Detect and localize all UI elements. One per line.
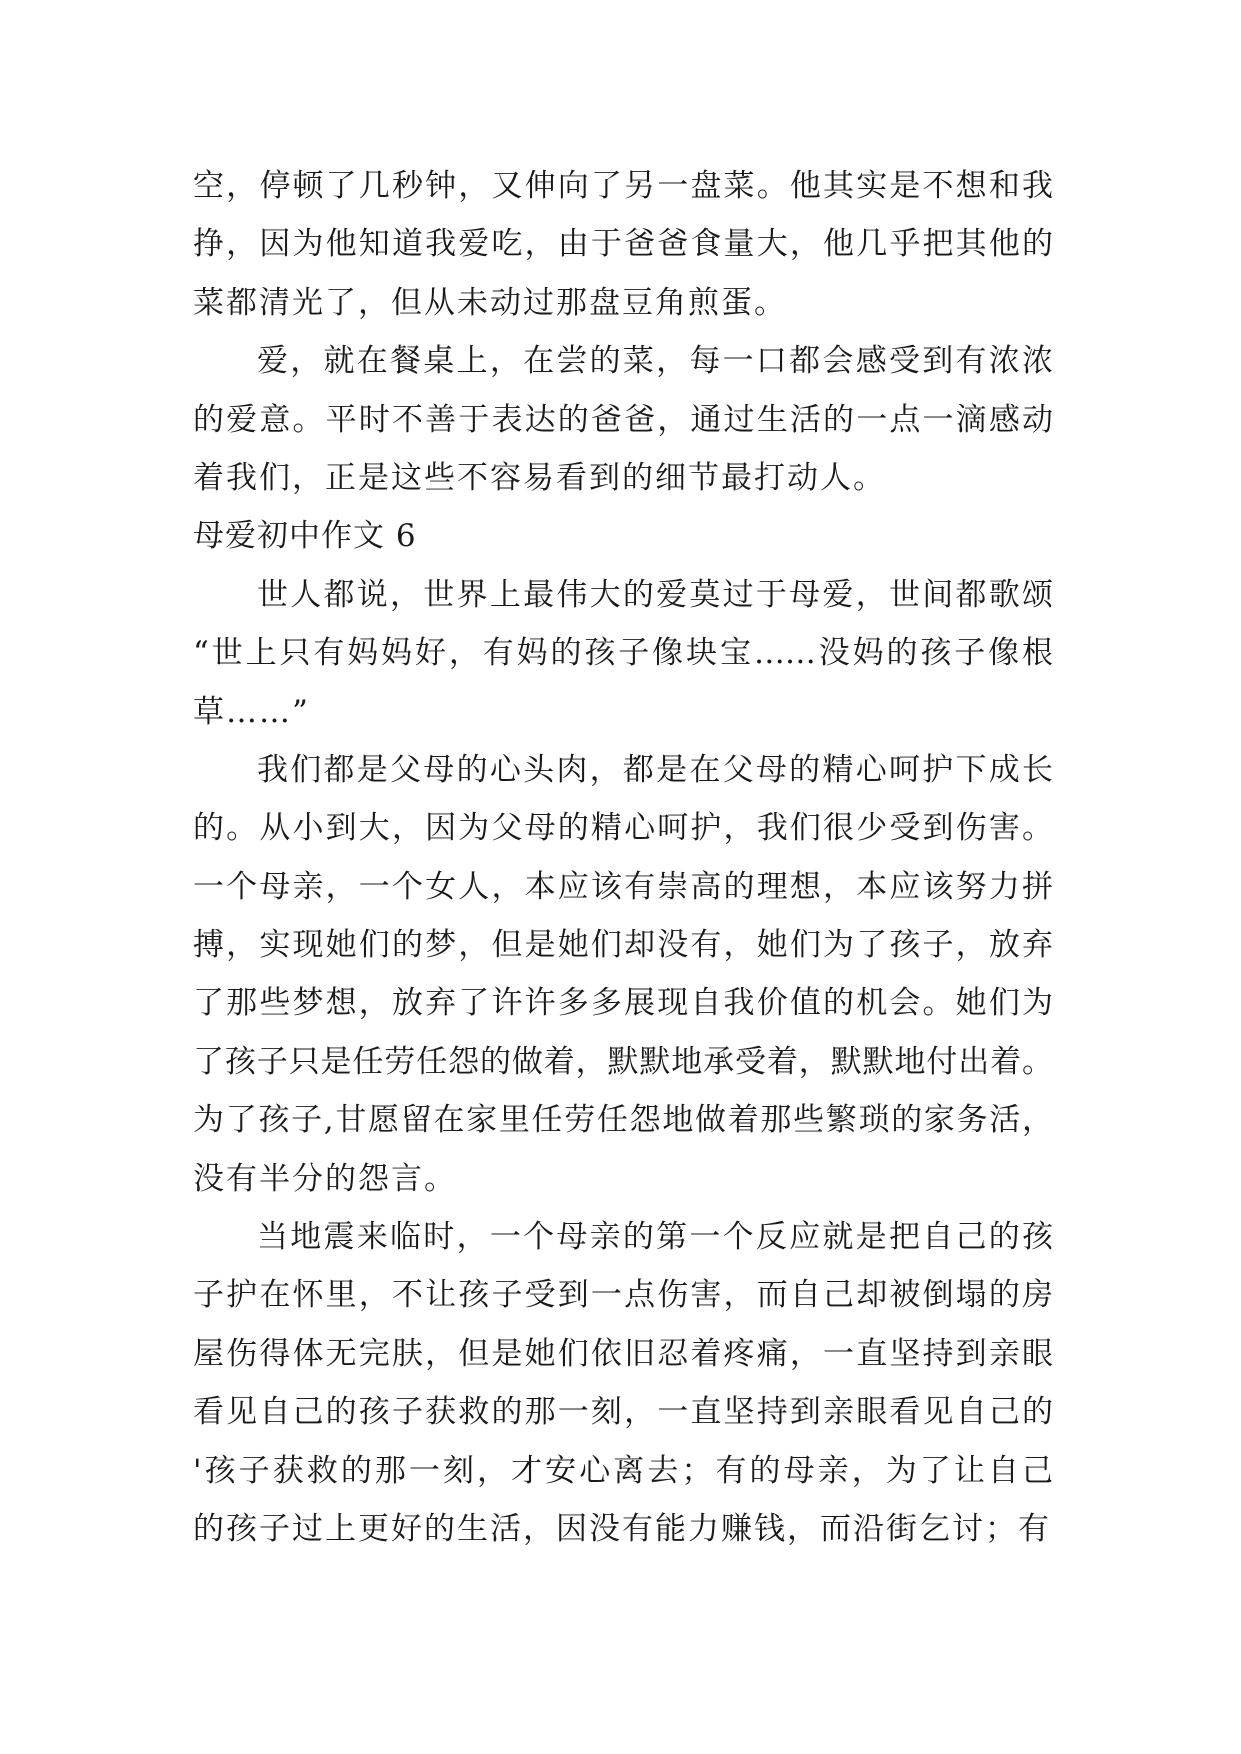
body-text <box>193 157 1053 1558</box>
text-line: 挣，因为他知道我爱吃，由于爸爸食量大，他几乎把其他的 <box>193 226 1053 263</box>
heading-text: 母爱初中作文 6 <box>193 518 417 555</box>
text-line: 子护在怀里，不让孩子受到一点伤害，而自己却被倒塌的房 <box>193 1277 1053 1314</box>
text-line: “世上只有妈妈好，有妈的孩子像块宝……没妈的孩子像根 <box>193 635 1053 672</box>
text-line: 菜都清光了，但从未动过那盘豆角煎蛋。 <box>193 284 787 321</box>
text-line: 搏，实现她们的梦，但是她们却没有，她们为了孩子，放弃 <box>193 927 1053 964</box>
text-line: 空，停顿了几秒钟，又伸向了另一盘菜。他其实是不想和我 <box>193 168 1053 204</box>
text-line: 的孩子过上更好的生活，因没有能力赚钱，而沿街乞讨；有 <box>193 1510 1051 1547</box>
paragraph <box>193 741 1053 1208</box>
text-line: 看见自己的孩子获救的那一刻，一直坚持到亲眼看见自己的 <box>193 1394 1053 1431</box>
text-line: 了孩子只是任劳任怨的做着，默默地承受着，默默地付出着。 <box>193 1043 1053 1080</box>
paragraph <box>193 566 1053 741</box>
paragraph <box>193 332 1053 507</box>
text-line: 屋伤得体无完肤，但是她们依旧忍着疼痛，一直坚持到亲眼 <box>193 1335 1053 1372</box>
text-line: 当地震来临时，一个母亲的第一个反应就是把自己的孩 <box>257 1219 1053 1256</box>
text-line: 着我们，正是这些不容易看到的细节最打动人。 <box>193 459 886 496</box>
text-line: 为了孩子,甘愿留在家里任劳任怨地做着那些繁琐的家务活， <box>193 1102 1053 1139</box>
text-line: 没有半分的怨言。 <box>193 1160 457 1197</box>
text-line: 的爱意。平时不善于表达的爸爸，通过生活的一点一滴感动 <box>193 401 1053 438</box>
text-line: 我们都是父母的心头肉，都是在父母的精心呵护下成长 <box>257 751 1053 788</box>
paragraph <box>193 157 1053 332</box>
section-heading <box>193 507 1053 565</box>
text-line: 草……” <box>193 693 310 730</box>
text-line: 一个母亲，一个女人，本应该有崇高的理想，本应该努力拼 <box>193 868 1053 905</box>
text-line: '孩子获救的那一刻，才安心离去；有的母亲，为了让自己 <box>193 1452 1053 1489</box>
paragraph <box>193 1208 1053 1558</box>
text-line: 爱，就在餐桌上，在尝的菜，每一口都会感受到有浓浓 <box>257 343 1053 380</box>
text-line: 的。从小到大，因为父母的精心呵护，我们很少受到伤害。 <box>193 810 1053 847</box>
text-line: 世人都说，世界上最伟大的爱莫过于母爱，世间都歌颂 <box>257 576 1053 613</box>
text-line: 了那些梦想，放弃了许许多多展现自我价值的机会。她们为 <box>193 985 1053 1022</box>
